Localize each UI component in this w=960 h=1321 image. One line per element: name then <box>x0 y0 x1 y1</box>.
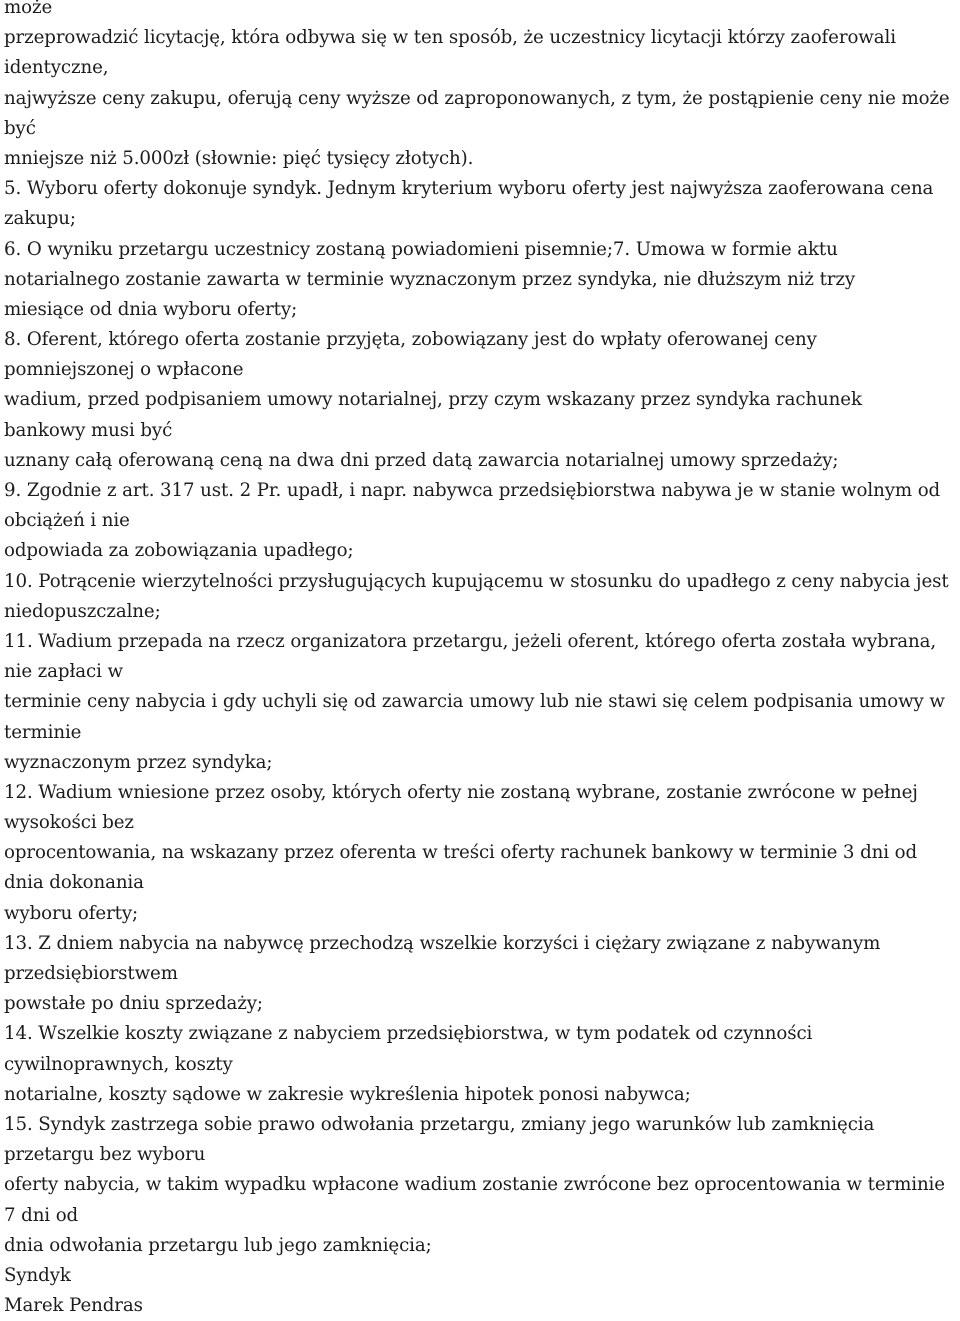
text-line: 15. Syndyk zastrzega sobie prawo odwołania przetargu, zmiany jego warunków lub zamknięcia <box>4 1113 875 1135</box>
document-body <box>4 0 960 1321</box>
text-line: może <box>4 0 53 18</box>
text-line: miesiące od dnia wyboru oferty; <box>4 298 298 320</box>
text-line: zakupu; <box>4 208 76 230</box>
signature-title: Syndyk <box>4 1264 71 1286</box>
text-line: 6. O wyniku przetargu uczestnicy zostaną powiadomieni pisemnie;7. Umowa w formie aktu <box>4 238 838 260</box>
text-line: obciążeń i nie <box>4 510 130 532</box>
text-line: powstałe po dniu sprzedaży; <box>4 993 263 1015</box>
text-line: przetargu bez wyboru <box>4 1144 206 1166</box>
text-line: pomniejszonej o wpłacone <box>4 359 244 381</box>
text-line: nie zapłaci w <box>4 661 123 683</box>
text-line: 10. Potrącenie wierzytelności przysługujących kupującemu w stosunku do upadłego z ceny nabycia jest <box>4 570 949 592</box>
text-line: niedopuszczalne; <box>4 600 161 622</box>
text-line: odpowiada za zobowiązania upadłego; <box>4 540 354 562</box>
text-line: notarialne, koszty sądowe w zakresie wykreślenia hipotek ponosi nabywca; <box>4 1083 691 1105</box>
text-line: oprocentowania, na wskazany przez oferenta w treści oferty rachunek bankowy w terminie 3 dni od <box>4 842 918 864</box>
text-line: uznany całą oferowaną ceną na dwa dni przed datą zawarcia notarialnej umowy sprzedaży; <box>4 449 839 471</box>
text-line: przedsiębiorstwem <box>4 963 178 984</box>
text-line: 14. Wszelkie koszty związane z nabyciem przedsiębiorstwa, w tym podatek od czynności <box>4 1023 813 1045</box>
text-line: oferty nabycia, w takim wypadku wpłacone wadium zostanie zwrócone bez oprocentowania w terminie <box>4 1174 945 1196</box>
text-line: 8. Oferent, którego oferta zostanie przyjęta, zobowiązany jest do wpłaty oferowanej ceny <box>4 329 817 351</box>
text-line: 5. Wyboru oferty dokonuje syndyk. Jednym kryterium wyboru oferty jest najwyższa zaoferowana cena <box>4 178 934 200</box>
text-line: identyczne, <box>4 57 109 79</box>
text-line: wysokości bez <box>4 812 134 834</box>
text-line: terminie <box>4 721 82 743</box>
text-line: 9. Zgodnie z art. 317 ust. 2 Pr. upadł, i napr. nabywca przedsiębiorstwa nabywa je w stanie wolnym od <box>4 480 941 501</box>
text-line: być <box>4 117 36 139</box>
text-line: notarialnego zostanie zawarta w terminie wyznaczonym przez syndyka, nie dłuższym niż trzy <box>4 268 856 290</box>
text-line: wyboru oferty; <box>4 902 139 924</box>
text-line: cywilnoprawnych, koszty <box>4 1053 233 1075</box>
text-line: dnia odwołania przetargu lub jego zamknięcia; <box>4 1234 432 1256</box>
text-line: przeprowadzić licytację, która odbywa się w ten sposób, że uczestnicy licytacji którzy zaoferowali <box>4 27 896 49</box>
text-line: 11. Wadium przepada na rzecz organizatora przetargu, jeżeli oferent, którego oferta została wybrana, <box>4 630 937 652</box>
text-line: najwyższe ceny zakupu, oferują ceny wyższe od zaproponowanych, z tym, że postąpienie ceny nie może <box>4 87 950 109</box>
text-line: wadium, przed podpisaniem umowy notarialnej, przy czym wskazany przez syndyka rachunek <box>4 389 862 411</box>
text-line: wyznaczonym przez syndyka; <box>4 751 273 773</box>
text-line: 13. Z dniem nabycia na nabywcę przechodzą wszelkie korzyści i ciężary związane z nabywanym <box>4 932 881 954</box>
text-line: dnia dokonania <box>4 872 144 894</box>
text-line: bankowy musi być <box>4 419 173 441</box>
signature-name: Marek Pendras <box>4 1295 143 1317</box>
text-line: terminie ceny nabycia i gdy uchyli się od zawarcia umowy lub nie stawi się celem podpisania umowy w <box>4 691 945 713</box>
text-line: 12. Wadium wniesione przez osoby, których oferty nie zostaną wybrane, zostanie zwrócone w pełnej <box>4 781 918 803</box>
text-line: 7 dni od <box>4 1204 79 1226</box>
text-line: mniejsze niż 5.000zł (słownie: pięć tysięcy złotych). <box>4 147 474 169</box>
